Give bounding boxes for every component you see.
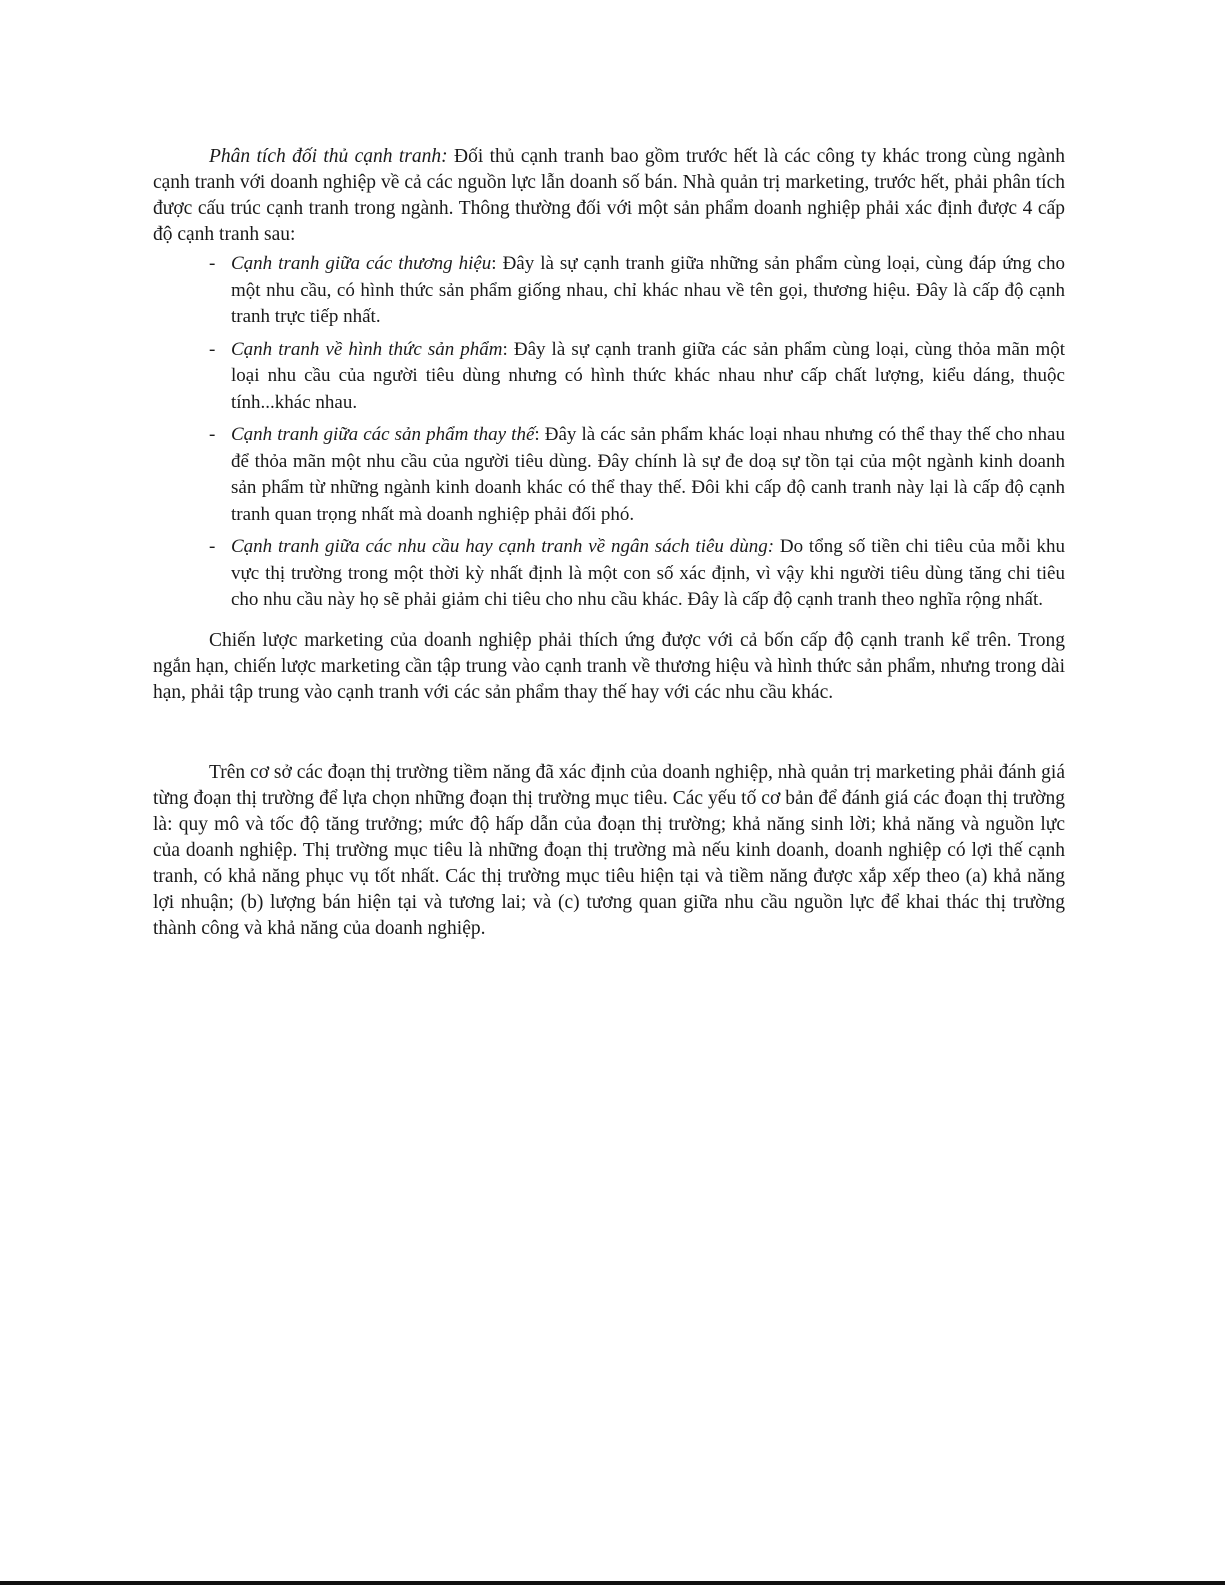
level-text: : Đây là các sản phẩm khác loại nhau nhưng có thể thay thế cho nhau để thỏa mãn một nhu cầu của người tiêu dùng. Đây chính là sự đe doạ sự tồn tại của một ngành kinh doanh sản phẩm từ những ngành kinh doanh khác có thể thay thế. Đôi khi cấp độ canh tranh này lại là cấp độ cạnh tranh quan trọng nhất mà doanh nghiệp phải đối phó. [231, 424, 1065, 525]
list-dash: - [209, 424, 216, 445]
competitor-analysis-paragraph [153, 144, 1065, 248]
level-title: Cạnh tranh về hình thức sản phẩm [231, 338, 503, 360]
competitor-analysis-lead: Phân tích đối thủ cạnh tranh: [209, 146, 448, 167]
strategy-paragraph: Chiến lược marketing của doanh nghiệp phải thích ứng được với cả bốn cấp độ cạnh tranh kể trên. Trong ngắn hạn, chiến lược marketing cần tập trung vào cạnh tranh về thương hiệu và hình thức sản phẩm, nhưng trong dài hạn, phải tập trung vào cạnh tranh với các sản phẩm thay thế hay với các nhu cầu khác. [153, 629, 1065, 703]
list-item [153, 251, 1065, 331]
competition-levels-list [153, 251, 1065, 614]
list-item [153, 422, 1065, 528]
level-text: : Đây là sự cạnh tranh giữa những sản phẩm cùng loại, cùng đáp ứng cho một nhu cầu, có hình thức sản phẩm giống nhau, chỉ khác nhau về tên gọi, thương hiệu. Đây là cấp độ cạnh tranh trực tiếp nhất. [231, 253, 1065, 327]
level-title: Cạnh tranh giữa các nhu cầu hay cạnh tranh về ngân sách tiêu dùng: [231, 536, 775, 557]
document-page [153, 144, 1065, 942]
list-item [153, 534, 1065, 614]
list-item [153, 337, 1065, 417]
list-dash: - [209, 338, 216, 360]
level-text: : Đây là sự cạnh tranh giữa các sản phẩm cùng loại, cùng thỏa mãn một loại nhu cầu của người tiêu dùng nhưng có hình thức khác nhau như cấp chất lượng, kiểu dáng, thuộc tính...khác nhau. [231, 338, 1065, 413]
level-title: Cạnh tranh giữa các sản phẩm thay thế [231, 424, 535, 445]
list-dash: - [209, 536, 216, 557]
level-title: Cạnh tranh giữa các thương hiệu [231, 253, 492, 274]
target-market-paragraph: Trên cơ sở các đoạn thị trường tiềm năng đã xác định của doanh nghiệp, nhà quản trị marketing phải đánh giá từng đoạn thị trường để lựa chọn những đoạn thị trường mục tiêu. Các yếu tố cơ bản để đánh giá các đoạn thị trường là: quy mô và tốc độ tăng trưởng; mức độ hấp dẫn của đoạn thị trường; khả năng sinh lời; khả năng và nguồn lực của doanh nghiệp. Thị trường mục tiêu là những đoạn thị trường mà nếu kinh doanh, doanh nghiệp có lợi thế cạnh tranh, có khả năng phục vụ tốt nhất. Các thị trường mục tiêu hiện tại và tiềm năng được xắp xếp theo (a) khả năng lợi nhuận; (b) lượng bán hiện tại và tương lai; và (c) tương quan giữa nhu cầu nguồn lực để khai thác thị trường thành công và khả năng của doanh nghiệp. [153, 761, 1065, 939]
competitor-analysis-text: Đối thủ cạnh tranh bao gồm trước hết là các công ty khác trong cùng ngành cạnh tranh với doanh nghiệp về cả các nguồn lực lẫn doanh số bán. Nhà quản trị marketing, trước hết, phải phân tích được cấu trúc cạnh tranh trong ngành. Thông thường đối với một sản phẩm doanh nghiệp phải xác định được 4 cấp độ cạnh tranh sau: [153, 146, 1065, 245]
list-dash: - [209, 253, 216, 274]
level-text: Do tổng số tiền chi tiêu của mỗi khu vực thị trường trong một thời kỳ nhất định là một con số xác định, vì vậy khi người tiêu dùng tăng chi tiêu cho nhu cầu này họ sẽ phải giảm chi tiêu cho nhu cầu khác. Đây là cấp độ cạnh tranh theo nghĩa rộng nhất. [231, 536, 1065, 610]
page-bottom-border [0, 1581, 1225, 1585]
